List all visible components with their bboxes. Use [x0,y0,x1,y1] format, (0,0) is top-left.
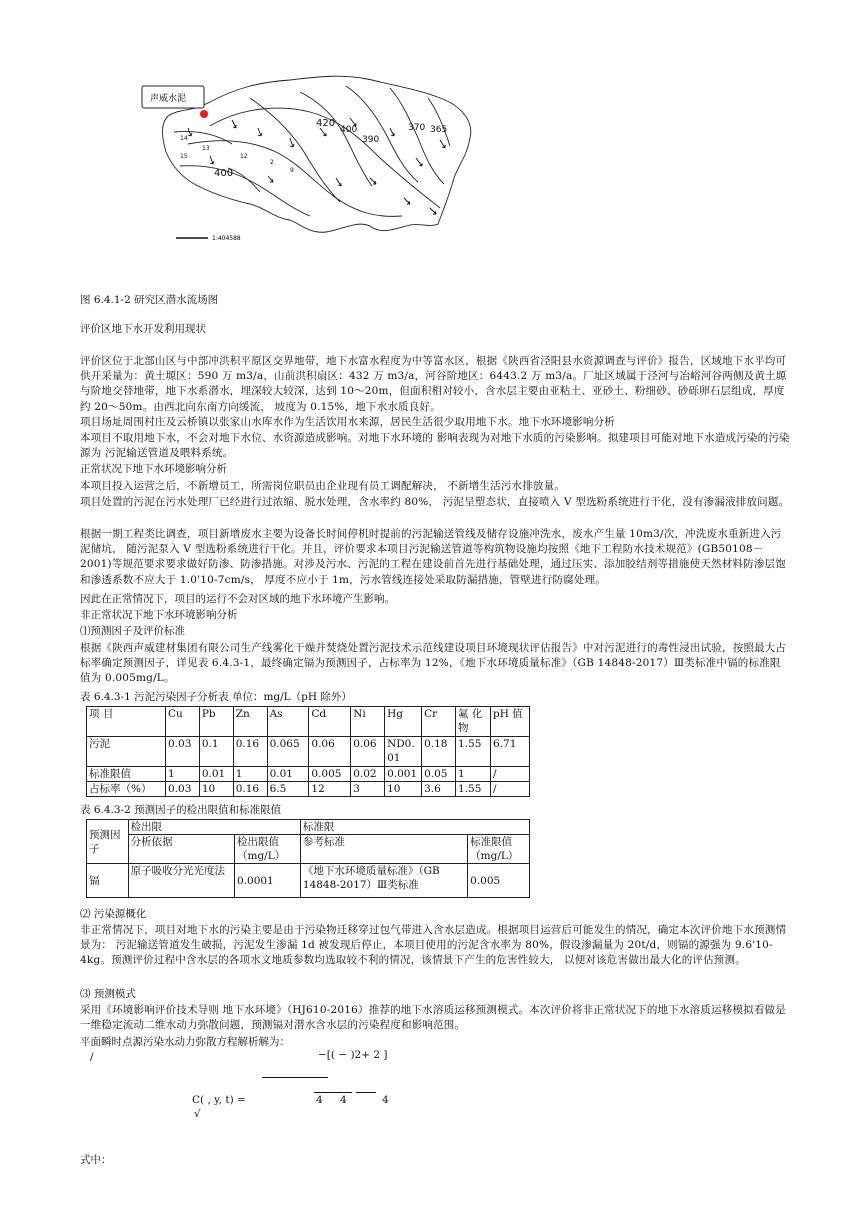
table-cell: 10 [385,782,422,797]
table-row [87,835,530,864]
table-cell: 10 [199,782,233,797]
para2: 项目场址周围村庄及云桥镇以张家山水库水作为生活饮用水来源，居民生活很少取用地下水。地下水环境影响分析 [80,416,615,428]
section2-title: 正常状况下地下水环境影响分析 [80,463,227,475]
table-row [87,737,530,767]
table-header-cell: Hg [385,707,422,737]
table-cell: 0.0001 [235,864,301,898]
table-header-cell: Ni [351,707,385,737]
table-cell: 0.02 [351,767,385,782]
table-cell: 1.55 [456,737,491,767]
contour-label: 2 [270,159,274,166]
formula-fraction-bar [314,1092,352,1093]
contour-label: 420 [316,118,336,129]
formula-den: 4 [316,1094,323,1106]
para9: 非正常情况下，项目对地下水的污染主要是由于污染物迁移穿过包气带进入含水层造成。根据项目运营后可能发生的情况，确定本次评价地下水预测情景为： 污泥输送管道发生破损，污泥发生渗漏 1d 被发现后停止，本项目使用的污泥含水率为 80%，假设渗漏量为 20t/d，则镉的源强为 9.6'10-4kg。预测评价过程中含水层的各项水文地质参数均选取较不利的情况，该情景下产生的危害性较大， 以便对该危害做出最大化的评估预测。 [80,924,787,967]
footer-text: 式中： [80,1154,112,1166]
table1-caption: 表 6.4.3-1 污泥污染因子分析表 单位：mg/L（pH 除外） [80,691,352,703]
table-cell: 占标率（%） [87,782,166,797]
table-row [87,820,530,835]
table-header-cell: 检出限 [128,820,300,835]
para8: 根据《陕西声威建材集团有限公司生产线雾化干燥并焚烧处置污泥技术示范线建设项目环境现状评估报告》中对污泥进行的毒性浸出试验，按照最大占标率确定预测因子，详见表 6.4.3-1，最终确定镉为预测因子，占标率为 12%，《地下水环境质量标准》（GB 14848-2017）Ⅲ类标准中镉的标准限值为 0.005mg/L。 [80,642,787,685]
table-header-cell: 参考标准 [300,835,467,864]
table-cell: 0.03 [166,782,200,797]
section1-title: 评价区地下水开发利用现状 [80,323,206,335]
formula-exponent: −[( − )2+ 2 ] [318,1049,388,1061]
table-cell: 镉 [87,864,129,898]
table-header-cell: 项 目 [87,707,166,737]
table-header-cell: 预测因子 [87,820,129,864]
contour-label: 400 [340,125,358,135]
contour-label: 15 [180,153,188,160]
table-header-cell: 检出限值（mg/L） [235,835,301,864]
scale-text: 1:404588 [212,235,241,242]
detection-limit-table [86,819,530,898]
contour-label: 365 [430,125,448,135]
table-cell: 0.001 [385,767,422,782]
contour-label: 12 [240,153,248,160]
table-cell: 污泥 [87,737,166,767]
table-header-cell: As [267,707,309,737]
formula-den: 4 [340,1094,347,1106]
pollutant-table [86,706,530,797]
table-cell: 12 [309,782,351,797]
table-cell: 0.18 [422,737,456,767]
table-header-cell: Cu [166,707,200,737]
table-header-cell: 氟 化物 [456,707,491,737]
formula-sqrt: √ [194,1108,201,1120]
table-cell: 0.1 [199,737,233,767]
groundwater-flow-map [140,68,485,248]
company-label: 声威水泥 [150,94,187,104]
table-row [87,864,530,898]
formula-slash: / [90,1051,94,1063]
table-header-cell: Cd [309,707,351,737]
table-cell: 1 [233,767,267,782]
table2-caption: 表 6.4.3-2 预测因子的检出限值和标准限值 [80,804,282,816]
formula-lhs: C( , y, t) = [192,1094,246,1106]
table-header-cell: 分析依据 [128,835,234,864]
table-cell: / [491,782,530,797]
table-cell: 0.01 [267,767,309,782]
table-cell: 1 [456,767,491,782]
table-cell: 6.5 [267,782,309,797]
formula-fraction-bar [262,1077,328,1078]
table-header-cell: Cr [422,707,456,737]
table-cell: 标准限值 [87,767,166,782]
table-cell: 0.16 [233,782,267,797]
table-row [87,767,530,782]
table-cell: 1.55 [456,782,491,797]
table-cell: 0.06 [309,737,351,767]
company-location-marker [200,110,208,118]
table-cell: ND0.01 [385,737,422,767]
figure-caption: 图 6.4.1-2 研究区潜水流场图 [80,294,219,306]
table-cell: 0.05 [422,767,456,782]
table-header-cell: 标准限 [300,820,529,835]
table-cell: 0.005 [309,767,351,782]
table-cell: 《地下水环境质量标准》（GB 14848-2017）Ⅲ类标准 [300,864,467,898]
sub3-title: ⑶ 预测模式 [80,988,136,1000]
table-cell: 0.005 [468,864,530,898]
contour-label: 390 [362,135,380,145]
sub1-title: ⑴预测因子及评价标准 [80,625,185,637]
table-cell: 0.03 [166,737,200,767]
contour-label: 9 [290,167,294,174]
contour-label: 400 [214,168,234,179]
table-cell: 6.71 [491,737,530,767]
table-header-cell: pH 值 [491,707,530,737]
table-header-cell: Zn [233,707,267,737]
para7: 因此在正常情况下，项目的运行不会对区域的地下水环境产生影响。 [80,593,395,605]
section3-title: 非正常状况下地下水环境影响分析 [80,609,238,621]
table-cell: 3.6 [422,782,456,797]
table-cell: 0.06 [351,737,385,767]
para1: 评价区位于北部山区与中部冲洪积平原区交界地带，地下水富水程度为中等富水区，根据《陕西省泾阳县水资源调查与评价》报告，区域地下水平均可供开采量为：黄土塬区：590 万 m3/a，山前洪积扇区：432 万 m3/a，河谷阶地区：6443.2 万 m3/a。厂址区域属于泾河与冶峪河谷两侧及黄土塬与阶地交替地带，地下水系潜水，埋深较大较深，达到 10～20m，但面积相对较小，含水层主要由亚粘土、亚砂土、粉细砂、砂砾卵石层组成，厚度约 20～50m。由西北向东南方向缓流， 坡度为 0.15%，地下水水质良好。 [80,355,787,413]
table-header-cell: 标准限值（mg/L） [468,835,530,864]
formula-den: 4 [382,1094,389,1106]
para4: 本项目投入运营之后，不新增员工，所需岗位职员由企业现有员工调配解决， 不新增生活污水排放量。 [80,480,566,492]
table-cell: 0.01 [199,767,233,782]
table-cell: 0.16 [233,737,267,767]
table-cell: 原子吸收分光光度法 [128,864,234,898]
para11: 平面瞬时点源污染水动力弥散方程解析解为： [80,1036,290,1048]
table-cell: 0.065 [267,737,309,767]
table-cell: / [491,767,530,782]
table-row [87,782,530,797]
contour-label: 370 [408,123,426,133]
sub2-title: ⑵ 污染源概化 [80,908,147,920]
table-cell: 1 [166,767,200,782]
para3: 本项目不取用地下水，不会对地下水位、水资源造成影响。对地下水环境的 影响表现为对地下水质的污染影响。拟建项目可能对地下水造成污染的污染源为 污泥输送管道及喂料系统。 [80,432,790,460]
table-row [87,707,530,737]
formula-fraction-bar [356,1092,376,1093]
contour-label: 13 [202,145,210,152]
contour-label: 14 [180,135,188,142]
para6: 根据一期工程类比调查，项目新增废水主要为设备长时间停机时提前的污泥输送管线及储存设施冲洗水，废水产生量 10m3/次，冲洗废水重新进入污泥储坑， 随污泥泵入 V 型选粉系统进行干化。并且，评价要求本项目污泥输送管道等构筑物设施均按照《地下工程防水技术规范》(GB50108－2001)等规范要求要求做好防渗、防渗措施。对涉及污水、污泥的工程在建设前首先进行基础处理，通过压实、添加胶结剂等措施使天然材料防渗层饱和渗透系数不应大于 1.0'10-7cm/s， 厚度不应小于 1m，污水管线连接处采取防漏措施，管壁进行防腐处理。 [80,528,786,586]
para5: 项目处置的污泥在污水处理厂已经进行过浓缩、脱水处理，含水率约 80%， 污泥呈塑态状，直接喷入 V 型选粉系统进行干化，没有渗漏液排放问题。 [80,496,790,508]
para10: 采用《环境影响评价技术导则 地下水环境》（HJ610-2016）推荐的地下水溶质运移预测模式。本次评价将非正常状况下的地下水溶质运移模拟看做是一维稳定流动二维水动力弥散问题，预测镉对潜水含水层的污染程度和影响范围。 [80,1004,786,1032]
table-header-cell: Pb [199,707,233,737]
table-cell: 3 [351,782,385,797]
